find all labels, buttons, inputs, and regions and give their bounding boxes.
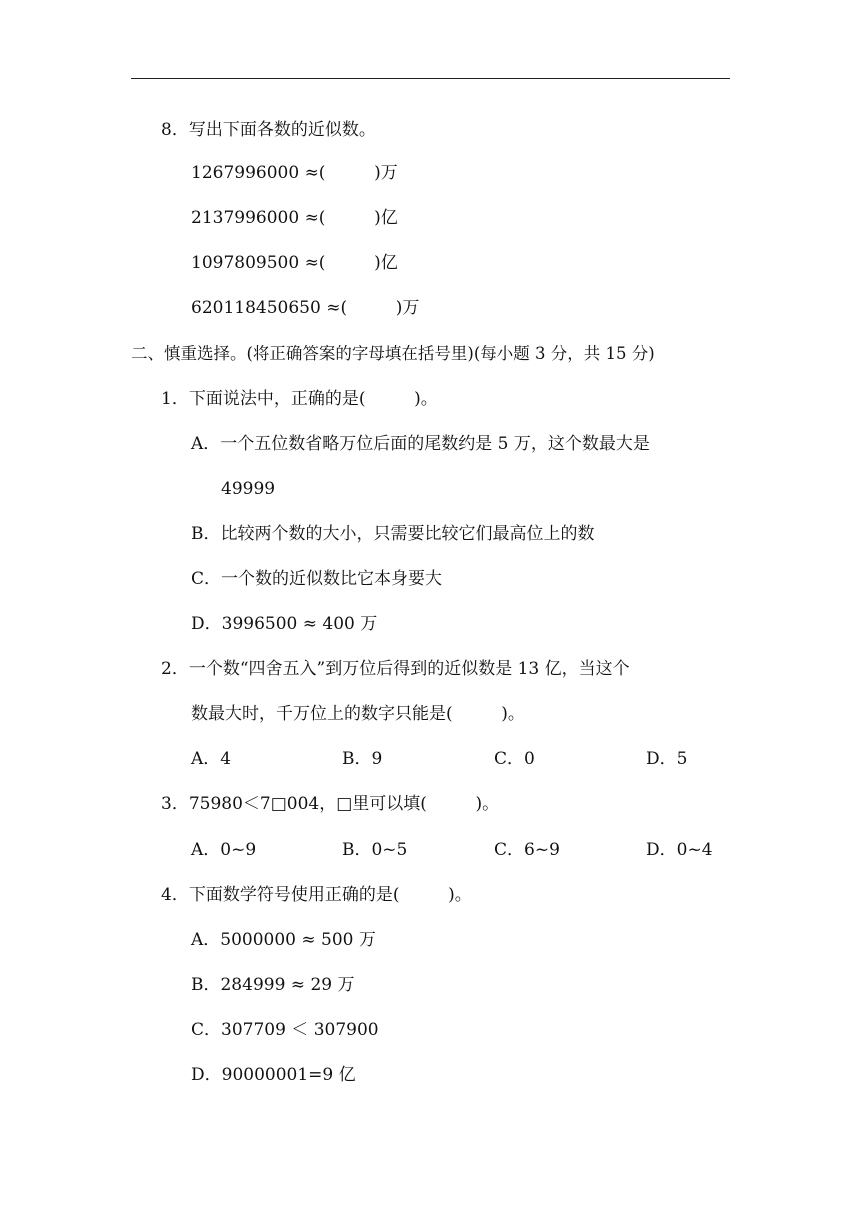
q3-option-b: B．0~5	[342, 840, 408, 860]
q1-option-c: C．一个数的近似数比它本身要大	[191, 569, 443, 589]
q8-item-1: 1267996000 ≈( )万	[191, 163, 398, 183]
q2-option-c: C．0	[494, 749, 535, 769]
q4-stem: 4．下面数学符号使用正确的是( )。	[161, 885, 472, 905]
q4-option-d: D．90000001=9 亿	[191, 1065, 356, 1085]
q2-option-d: D．5	[646, 749, 688, 769]
q1-option-a-continued: 49999	[221, 479, 276, 499]
q2-stem-continued: 数最大时，千万位上的数字只能是( )。	[191, 704, 525, 724]
q3-stem: 3．75980＜7□004，□里可以填( )。	[161, 794, 500, 814]
q1-option-a: A．一个五位数省略万位后面的尾数约是 5 万，这个数最大是	[191, 434, 650, 454]
section2-heading: 二、慎重选择。(将正确答案的字母填在括号里)(每小题 3 分，共 15 分)	[131, 344, 655, 363]
q1-stem: 1．下面说法中，正确的是( )。	[161, 389, 438, 409]
q8-item-3: 1097809500 ≈( )亿	[191, 253, 398, 273]
q3-option-c: C．6~9	[494, 840, 560, 860]
q4-option-b: B．284999 ≈ 29 万	[191, 975, 355, 995]
q4-option-a: A．5000000 ≈ 500 万	[191, 930, 376, 950]
q8-item-2: 2137996000 ≈( )亿	[191, 208, 398, 228]
q4-option-c: C．307709 ＜ 307900	[191, 1020, 379, 1040]
q8-title: 8．写出下面各数的近似数。	[161, 120, 376, 140]
q2-stem: 2．一个数“四舍五入”到万位后得到的近似数是 13 亿，当这个	[161, 659, 630, 679]
q1-option-b: B．比较两个数的大小，只需要比较它们最高位上的数	[191, 524, 595, 544]
q1-option-d: D．3996500 ≈ 400 万	[191, 614, 378, 634]
q2-option-b: B．9	[342, 749, 383, 769]
q3-option-a: A．0~9	[191, 840, 257, 860]
header-rule	[131, 78, 730, 79]
q3-option-d: D．0~4	[646, 840, 713, 860]
q2-option-a: A．4	[191, 749, 232, 769]
q8-item-4: 620118450650 ≈( )万	[191, 298, 420, 318]
